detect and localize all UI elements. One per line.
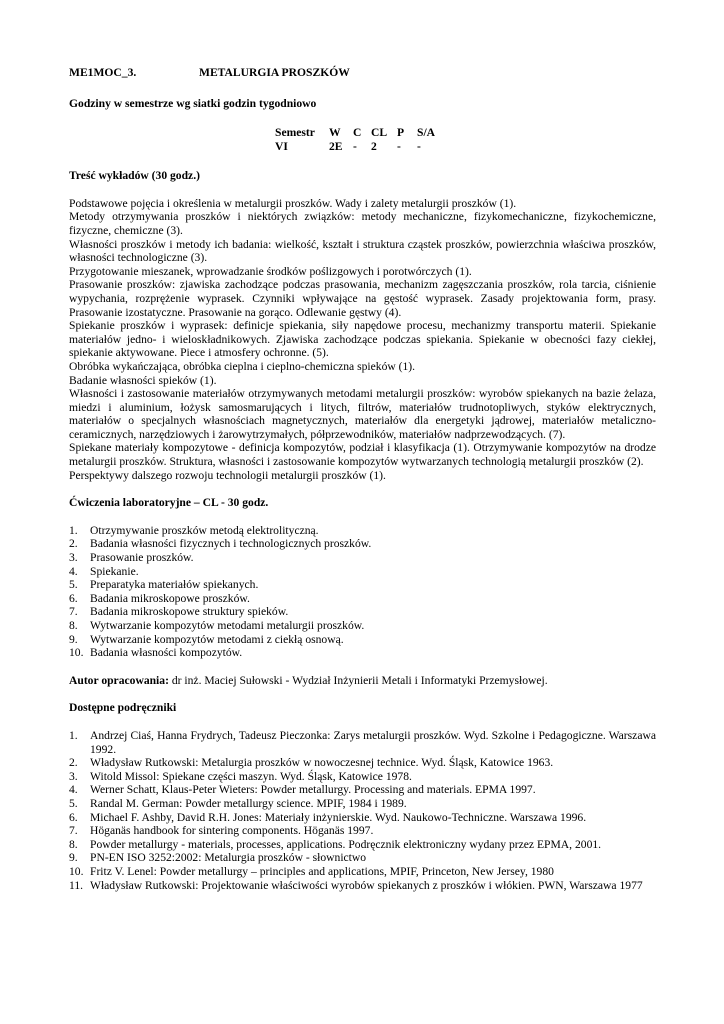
list-item: 7. Höganäs handbook for sintering components. Höganäs 1997. [69,824,656,838]
list-item: 1. Otrzymywanie proszków metodą elektrolityczną. [69,524,656,538]
list-item: 2. Władysław Rutkowski: Metalurgia proszków w nowoczesnej technice. Wyd. Śląsk, Katowice 1963. [69,756,656,770]
list-item: 8. Wytwarzanie kompozytów metodami metalurgii proszków. [69,619,656,633]
list-item: 8. Powder metallurgy - materials, processes, applications. Podręcznik elektroniczny wydany przez EPMA, 2001. [69,838,656,852]
lecture-paragraph: Podstawowe pojęcia i określenia w metalurgii proszków. Wady i zalety metalurgii proszków (1). [69,196,517,210]
list-item: 6. Badania mikroskopowe proszków. [69,592,656,606]
semester-col-header: CL [371,126,388,140]
books-list [69,729,656,892]
lectures-content [69,197,656,482]
lecture-paragraph: Własności proszków i metody ich badania: wielkość, kształt i struktura cząstek proszków, powierzchnia właściwa proszków, własności technologiczne (3). [69,237,656,265]
list-item: 3. Witold Missol: Spiekane części maszyn. Wyd. Śląsk, Katowice 1978. [69,770,656,784]
semester-col-header: Semestr [275,126,315,140]
list-item: 6. Michael F. Ashby, David R.H. Jones: Materiały inżynierskie. Wyd. Naukowo-Techniczne. Warszawa 1996. [69,811,656,825]
lab-item-text: Badania własności kompozytów. [90,646,243,660]
semester-cell: 2E [329,140,343,154]
lab-item-text: Badania własności fizycznych i technologicznych proszków. [90,537,372,551]
course-title: METALURGIA PROSZKÓW [199,66,350,79]
lab-item-text: Prasowanie proszków. [90,551,194,565]
semester-cell: VI [275,140,288,154]
semester-cell: - [417,140,421,154]
books-heading: Dostępne podręczniki [69,701,177,715]
book-item-text: Fritz V. Lenel: Powder metallurgy – principles and applications, MPIF, Princeton, New Jersey, 1980 [90,864,554,878]
list-item: 5. Randal M. German: Powder metallurgy science. MPIF, 1984 i 1989. [69,797,656,811]
list-item: 1. Andrzej Ciaś, Hanna Frydrych, Tadeusz Pieczonka: Zarys metalurgii proszków. Wyd. Szkolne i Pedagogiczne. Warszawa 1992. [69,728,656,756]
hours-heading: Godziny w semestrze wg siatki godzin tygodniowo [69,96,317,110]
book-item-text: Andrzej Ciaś, Hanna Frydrych, Tadeusz Pieczonka: Zarys metalurgii proszków. Wyd. Szkolne i Pedagogiczne. Warszawa 1992. [90,728,656,756]
lab-item-text: Otrzymywanie proszków metodą elektrolityczną. [90,523,319,537]
author-label: Autor opracowania: [69,673,169,687]
list-item: 10. Badania własności kompozytów. [69,646,656,660]
lab-item-text: Badania mikroskopowe proszków. [90,591,250,605]
labs-heading: Ćwiczenia laboratoryjne – CL - 30 godz. [69,496,269,510]
list-item: 3. Prasowanie proszków. [69,551,656,565]
lecture-paragraph: Perspektywy dalszego rozwoju technologii metalurgii proszków (1). [69,468,386,482]
author-value: dr inż. Maciej Sułowski - Wydział Inżynierii Metali i Informatyki Przemysłowej. [168,673,548,687]
semester-table [275,126,656,154]
list-item: 4. Werner Schatt, Klaus-Peter Wieters: Powder metallurgy. Processing and materials. EPMA 1997. [69,783,656,797]
lecture-paragraph: Własności i zastosowanie materiałów otrzymywanych metodami metalurgii proszków: wyrobów spiekanych na bazie żelaza, miedzi i aluminium, łożysk samosmarujących i litych, filtrów, materiałów trudnotopliwych, styków elektrycznych, materiałów o specjalnych własnościach magnetycznych, materiałów dla energetyki jądrowej, materiałów metaliczno-ceramicznych, narzędziowych i żarowytrzymałych, półprzewodników, materiałów nadprzewodzących. (7). [69,387,656,441]
lab-item-text: Spiekanie. [90,564,139,578]
lab-item-text: Wytwarzanie kompozytów metodami z ciekłą osnową. [90,632,344,646]
lecture-paragraph: Badanie własności spieków (1). [69,373,217,387]
book-item-text: Powder metallurgy - materials, processes, applications. Podręcznik elektroniczny wydany przez EPMA, 2001. [90,837,602,851]
semester-col-header: P [397,126,405,140]
course-code: ME1MOC_3. [69,66,137,79]
list-item: 5. Preparatyka materiałów spiekanych. [69,578,656,592]
lecture-paragraph: Obróbka wykańczająca, obróbka cieplna i cieplno-chemiczna spieków (1). [69,359,416,373]
list-item: 11. Władysław Rutkowski: Projektowanie właściwości wyrobów spiekanych z proszków i włókien. PWN, Warszawa 1977 [69,879,656,893]
list-item: 9. Wytwarzanie kompozytów metodami z ciekłą osnową. [69,633,656,647]
semester-cell: 2 [371,140,377,154]
book-item-text: Witold Missol: Spiekane części maszyn. Wyd. Śląsk, Katowice 1978. [90,769,412,783]
semester-col-header: C [353,126,362,140]
lecture-paragraph: Prasowanie proszków: zjawiska zachodzące podczas prasowania, mechanizm zagęszczania proszków, rola tarcia, ciśnienie wypychania, rozprężenie wyprasek. Czynniki wpływające na gęstość wyprasek. Zasady projektowania form, prasy. Prasowanie izostatyczne. Prasowanie na gorąco. Odlewanie gęstwy (4). [69,278,656,319]
semester-col-header: W [329,126,341,140]
semester-table-row [275,140,656,154]
list-item: 9. PN-EN ISO 3252:2002: Metalurgia proszków - słownictwo [69,851,656,865]
book-item-text: PN-EN ISO 3252:2002: Metalurgia proszków - słownictwo [90,851,367,865]
semester-col-header: S/A [417,126,436,140]
lab-item-text: Wytwarzanie kompozytów metodami metalurgii proszków. [90,619,365,632]
book-item-text: Werner Schatt, Klaus-Peter Wieters: Powder metallurgy. Processing and materials. EPMA 1997. [90,783,536,797]
lecture-paragraph: Metody otrzymywania proszków i niektórych związków: metody mechaniczne, fizykomechaniczne, fizykochemiczne, fizyczne, chemiczne (3). [69,210,656,237]
course-header [69,66,656,80]
document-page [69,66,656,892]
lab-item-text: Badania mikroskopowe struktury spieków. [90,605,289,619]
labs-list [69,524,656,660]
book-item-text: Randal M. German: Powder metallurgy science. MPIF, 1984 i 1989. [90,796,407,810]
list-item: 4. Spiekanie. [69,565,656,579]
lectures-heading: Treść wykładów (30 godz.) [69,169,200,183]
book-item-text: Władysław Rutkowski: Metalurgia proszków w nowoczesnej technice. Wyd. Śląsk, Katowice 1963. [90,756,554,770]
lecture-paragraph: Przygotowanie mieszanek, wprowadzanie środków poślizgowych i porotwórczych (1). [69,264,472,278]
lab-item-text: Preparatyka materiałów spiekanych. [90,578,259,592]
author-line [69,674,656,688]
lecture-paragraph: Spiekane materiały kompozytowe - definicja kompozytów, podział i klasyfikacja (1). Otrzymywanie kompozytów na drodze metalurgii proszków. Struktura, własności i zastosowanie kompozytów wytwarzanych technologią metalurgii proszków (2). [69,441,656,469]
book-item-text: Michael F. Ashby, David R.H. Jones: Materiały inżynierskie. Wyd. Naukowo-Techniczne. Warszawa 1996. [90,810,587,824]
list-item: 2. Badania własności fizycznych i technologicznych proszków. [69,537,656,551]
list-item: 7. Badania mikroskopowe struktury spieków. [69,605,656,619]
book-item-text: Władysław Rutkowski: Projektowanie właściwości wyrobów spiekanych z proszków i włókien. PWN, Warszawa 1977 [90,878,643,892]
semester-cell: - [397,140,401,154]
list-item: 10. Fritz V. Lenel: Powder metallurgy – principles and applications, MPIF, Princeton, New Jersey, 1980 [69,865,656,879]
lecture-paragraph: Spiekanie proszków i wyprasek: definicje spiekania, siły napędowe procesu, mechanizmy transportu materii. Spiekanie materiałów jedno- i wieloskładnikowych. Zjawiska zachodzące podczas spiekania. Spiekanie w obecności fazy ciekłej, spiekanie aktywowane. Piece i atmosfery ochronne. (5). [69,319,656,360]
semester-table-header [275,126,656,140]
semester-cell: - [353,140,357,154]
book-item-text: Höganäs handbook for sintering components. Höganäs 1997. [90,824,374,838]
